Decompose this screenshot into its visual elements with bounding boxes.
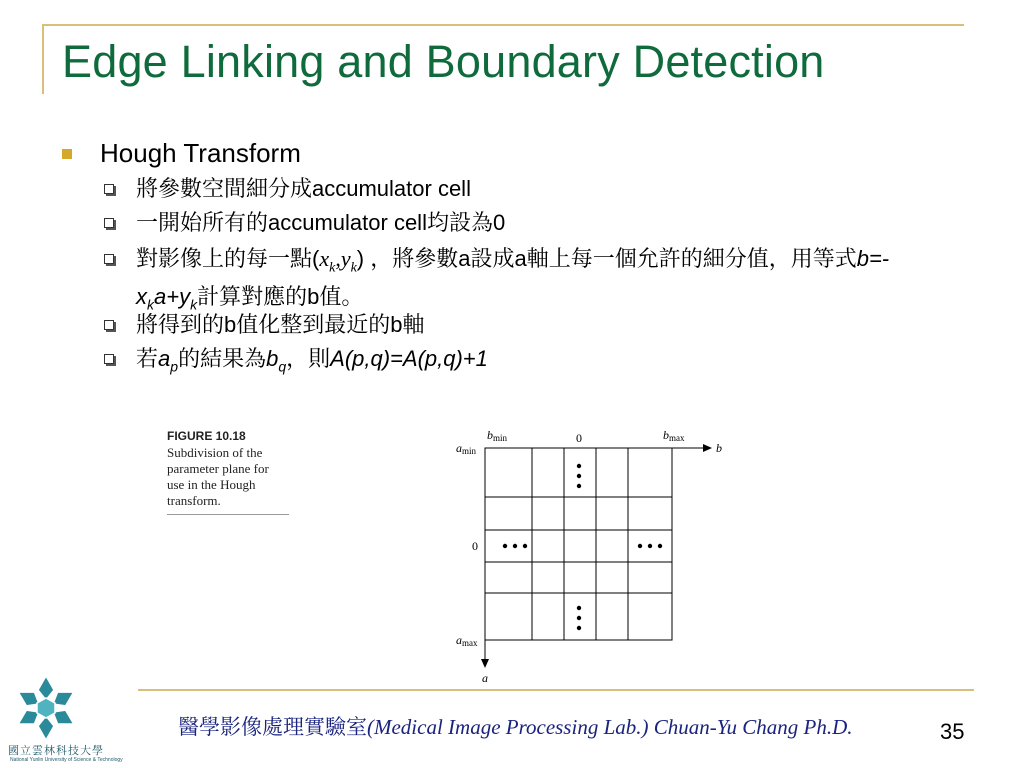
- title-frame-left: [42, 24, 44, 94]
- footer-lab: [178, 711, 853, 741]
- sub-bullet-4-text: 將得到的b值化整到最近的b軸: [136, 312, 425, 337]
- page-number: 35: [940, 719, 965, 744]
- caption-rule: [167, 514, 289, 515]
- box-bullet-icon: [104, 184, 114, 194]
- label-zero-left: 0: [472, 539, 478, 553]
- sub-bullet-5-text: 若$a_p$的結果為$b_q$，則A(p,q)=A(p,q)+1: [136, 346, 488, 375]
- label-a-axis: a: [482, 671, 488, 685]
- label-bmax: bmax: [663, 428, 685, 443]
- label-amin: amin: [456, 441, 477, 456]
- box-bullet-icon: [104, 320, 114, 330]
- footer-lab-zh: 醫學影像處理實驗室: [178, 715, 367, 739]
- label-b-axis: b: [716, 441, 722, 455]
- university-name-en: National Yunlin University of Science & Technology: [10, 757, 123, 763]
- title-frame-top: [42, 24, 964, 26]
- ellipsis-dots: [503, 464, 662, 630]
- footer-lab-en: (Medical Image Processing Lab.) Chuan-Yu Chang Ph.D.: [367, 715, 853, 739]
- university-logo: [6, 672, 86, 742]
- label-zero-top: 0: [576, 431, 582, 445]
- footer-rule: [138, 689, 974, 691]
- box-bullet-icon: [104, 354, 114, 364]
- figure-caption-text: Subdivision of the parameter plane for use in the Hough transform.: [167, 445, 269, 508]
- box-bullet-icon: [104, 218, 114, 228]
- university-name: 國立雲林科技大學: [8, 744, 104, 757]
- b-axis-arrow-icon: [703, 444, 712, 452]
- parameter-plane-figure: [440, 420, 730, 690]
- sub-bullet-3-text: 對影像上的每一點$(x_k,y_k)$ ，將參數a設成a軸上每一個允許的細分值，用等式$b=-x_ka+y_k$計算對應的b值。: [136, 246, 890, 313]
- box-bullet-icon: [104, 254, 114, 264]
- figure-caption: [167, 428, 289, 509]
- bullet-hough-text: Hough Transform: [100, 138, 301, 168]
- label-bmin: bmin: [487, 428, 508, 443]
- slide-title: Edge Linking and Boundary Detection: [62, 36, 825, 87]
- label-amax: amax: [456, 633, 478, 648]
- square-bullet-icon: [62, 149, 72, 159]
- a-axis-arrow-icon: [481, 659, 489, 668]
- sub-bullet-1-text: 將參數空間細分成accumulator cell: [136, 176, 471, 201]
- sub-bullet-2-text: 一開始所有的accumulator cell均設為0: [136, 210, 506, 235]
- figure-number: FIGURE 10.18: [167, 429, 246, 443]
